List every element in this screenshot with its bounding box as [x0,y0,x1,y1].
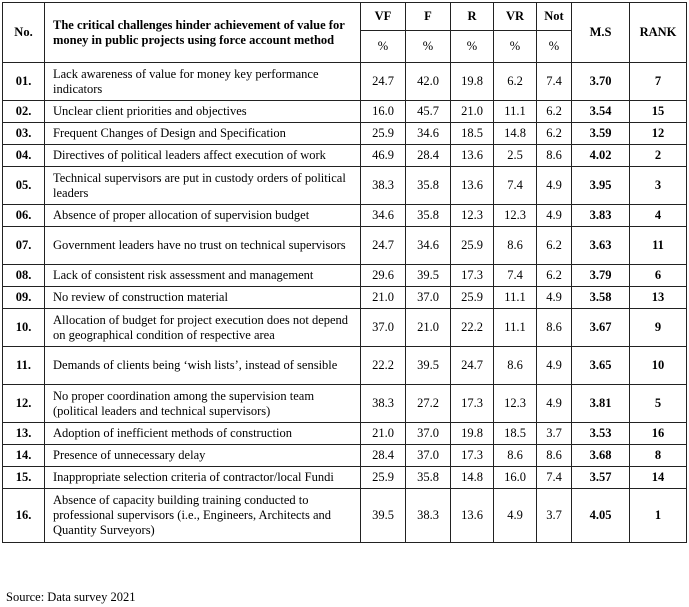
row-r: 18.5 [451,123,494,145]
row-vf: 24.7 [361,227,406,265]
row-rank: 2 [630,145,687,167]
row-r: 19.8 [451,63,494,101]
row-f: 42.0 [406,63,451,101]
row-rank: 10 [630,347,687,385]
row-f: 45.7 [406,101,451,123]
row-r: 12.3 [451,205,494,227]
row-ms: 3.95 [572,167,630,205]
row-description: Directives of political leaders affect execution of work [45,145,361,167]
row-no: 13. [3,423,45,445]
row-ms: 3.63 [572,227,630,265]
row-no: 06. [3,205,45,227]
row-vf: 39.5 [361,489,406,543]
header-vr: VR [494,3,537,31]
row-rank: 16 [630,423,687,445]
row-f: 34.6 [406,227,451,265]
header-no: No. [3,3,45,63]
row-vf: 21.0 [361,423,406,445]
row-description: Absence of proper allocation of supervision budget [45,205,361,227]
row-description: No proper coordination among the supervision team (political leaders and technical supervisors) [45,385,361,423]
header-not: Not [537,3,572,31]
row-rank: 5 [630,385,687,423]
row-vf: 16.0 [361,101,406,123]
row-rank: 7 [630,63,687,101]
row-ms: 3.79 [572,265,630,287]
row-not: 6.2 [537,227,572,265]
row-vr: 12.3 [494,385,537,423]
row-rank: 6 [630,265,687,287]
row-vr: 6.2 [494,63,537,101]
row-f: 39.5 [406,265,451,287]
row-description: Allocation of budget for project execution does not depend on geographical condition of respective area [45,309,361,347]
row-not: 6.2 [537,101,572,123]
row-not: 6.2 [537,265,572,287]
row-rank: 15 [630,101,687,123]
row-vr: 18.5 [494,423,537,445]
header-pct-r: % [451,31,494,63]
row-rank: 4 [630,205,687,227]
header-title: The critical challenges hinder achievement of value for money in public projects using force account method [45,3,361,63]
row-vf: 21.0 [361,287,406,309]
row-no: 01. [3,63,45,101]
header-vf: VF [361,3,406,31]
row-no: 11. [3,347,45,385]
row-ms: 3.81 [572,385,630,423]
row-description: Demands of clients being ‘wish lists’, instead of sensible [45,347,361,385]
row-no: 12. [3,385,45,423]
row-no: 15. [3,467,45,489]
row-vr: 11.1 [494,309,537,347]
row-r: 22.2 [451,309,494,347]
row-not: 6.2 [537,123,572,145]
row-description: Presence of unnecessary delay [45,445,361,467]
table-row [3,145,687,167]
row-description: Inappropriate selection criteria of contractor/local Fundi [45,467,361,489]
header-pct-vf: % [361,31,406,63]
table-row [3,123,687,145]
table-row [3,205,687,227]
row-rank: 8 [630,445,687,467]
row-vf: 25.9 [361,123,406,145]
row-f: 35.8 [406,167,451,205]
row-not: 4.9 [537,205,572,227]
row-vr: 11.1 [494,101,537,123]
row-not: 4.9 [537,167,572,205]
row-no: 16. [3,489,45,543]
row-r: 14.8 [451,467,494,489]
row-not: 8.6 [537,445,572,467]
row-ms: 3.53 [572,423,630,445]
row-no: 05. [3,167,45,205]
row-not: 4.9 [537,347,572,385]
row-ms: 4.02 [572,145,630,167]
row-not: 3.7 [537,423,572,445]
header-r: R [451,3,494,31]
row-not: 7.4 [537,467,572,489]
header-rank: RANK [630,3,687,63]
row-rank: 9 [630,309,687,347]
header-pct-not: % [537,31,572,63]
table-row [3,287,687,309]
row-description: Lack awareness of value for money key performance indicators [45,63,361,101]
row-vr: 7.4 [494,265,537,287]
row-rank: 11 [630,227,687,265]
row-no: 08. [3,265,45,287]
row-f: 28.4 [406,145,451,167]
header-pct-f: % [406,31,451,63]
row-ms: 3.68 [572,445,630,467]
table-row [3,63,687,101]
row-r: 17.3 [451,445,494,467]
row-not: 3.7 [537,489,572,543]
table-row [3,227,687,265]
row-vr: 16.0 [494,467,537,489]
row-vf: 34.6 [361,205,406,227]
row-f: 21.0 [406,309,451,347]
row-ms: 3.54 [572,101,630,123]
row-rank: 14 [630,467,687,489]
row-r: 13.6 [451,167,494,205]
row-not: 8.6 [537,145,572,167]
row-rank: 12 [630,123,687,145]
row-rank: 1 [630,489,687,543]
row-vr: 2.5 [494,145,537,167]
row-vf: 22.2 [361,347,406,385]
row-no: 10. [3,309,45,347]
row-r: 25.9 [451,287,494,309]
row-description: Technical supervisors are put in custody orders of political leaders [45,167,361,205]
row-no: 03. [3,123,45,145]
table-row [3,309,687,347]
header-f: F [406,3,451,31]
row-description: No review of construction material [45,287,361,309]
document [2,2,686,604]
row-not: 7.4 [537,63,572,101]
row-not: 4.9 [537,287,572,309]
row-vf: 29.6 [361,265,406,287]
row-description: Frequent Changes of Design and Specification [45,123,361,145]
row-ms: 3.59 [572,123,630,145]
row-no: 02. [3,101,45,123]
table-row [3,467,687,489]
row-vf: 46.9 [361,145,406,167]
table-row [3,445,687,467]
row-rank: 3 [630,167,687,205]
row-f: 37.0 [406,445,451,467]
row-f: 38.3 [406,489,451,543]
challenges-table [2,2,687,543]
row-no: 07. [3,227,45,265]
row-vr: 8.6 [494,445,537,467]
table-body [3,63,687,543]
row-description: Adoption of inefficient methods of construction [45,423,361,445]
row-f: 37.0 [406,287,451,309]
row-description: Lack of consistent risk assessment and management [45,265,361,287]
row-vf: 38.3 [361,167,406,205]
table-row [3,101,687,123]
table-row [3,423,687,445]
row-f: 35.8 [406,467,451,489]
row-description: Unclear client priorities and objectives [45,101,361,123]
row-description: Government leaders have no trust on technical supervisors [45,227,361,265]
row-r: 13.6 [451,145,494,167]
row-r: 13.6 [451,489,494,543]
row-ms: 4.05 [572,489,630,543]
header-row-top [3,3,687,31]
row-ms: 3.83 [572,205,630,227]
table-row [3,167,687,205]
row-r: 19.8 [451,423,494,445]
table-row [3,347,687,385]
table-row [3,265,687,287]
row-vr: 8.6 [494,227,537,265]
row-no: 14. [3,445,45,467]
row-vr: 14.8 [494,123,537,145]
table-row [3,489,687,543]
row-f: 39.5 [406,347,451,385]
row-ms: 3.57 [572,467,630,489]
row-r: 24.7 [451,347,494,385]
row-not: 8.6 [537,309,572,347]
row-r: 21.0 [451,101,494,123]
row-vf: 25.9 [361,467,406,489]
row-vf: 38.3 [361,385,406,423]
row-vr: 11.1 [494,287,537,309]
row-ms: 3.67 [572,309,630,347]
row-f: 34.6 [406,123,451,145]
row-r: 17.3 [451,265,494,287]
row-f: 35.8 [406,205,451,227]
row-f: 37.0 [406,423,451,445]
header-pct-vr: % [494,31,537,63]
row-vr: 7.4 [494,167,537,205]
row-rank: 13 [630,287,687,309]
source-note: Source: Data survey 2021 [6,590,136,604]
header-ms: M.S [572,3,630,63]
row-ms: 3.58 [572,287,630,309]
row-vf: 24.7 [361,63,406,101]
row-f: 27.2 [406,385,451,423]
row-vf: 28.4 [361,445,406,467]
row-no: 09. [3,287,45,309]
row-vr: 8.6 [494,347,537,385]
table-row [3,385,687,423]
row-ms: 3.70 [572,63,630,101]
row-vr: 4.9 [494,489,537,543]
row-r: 17.3 [451,385,494,423]
row-vr: 12.3 [494,205,537,227]
row-no: 04. [3,145,45,167]
row-vf: 37.0 [361,309,406,347]
row-description: Absence of capacity building training conducted to professional supervisors (i.e., Engineers, Architects and Quantity Surveyors) [45,489,361,543]
row-not: 4.9 [537,385,572,423]
row-ms: 3.65 [572,347,630,385]
row-r: 25.9 [451,227,494,265]
